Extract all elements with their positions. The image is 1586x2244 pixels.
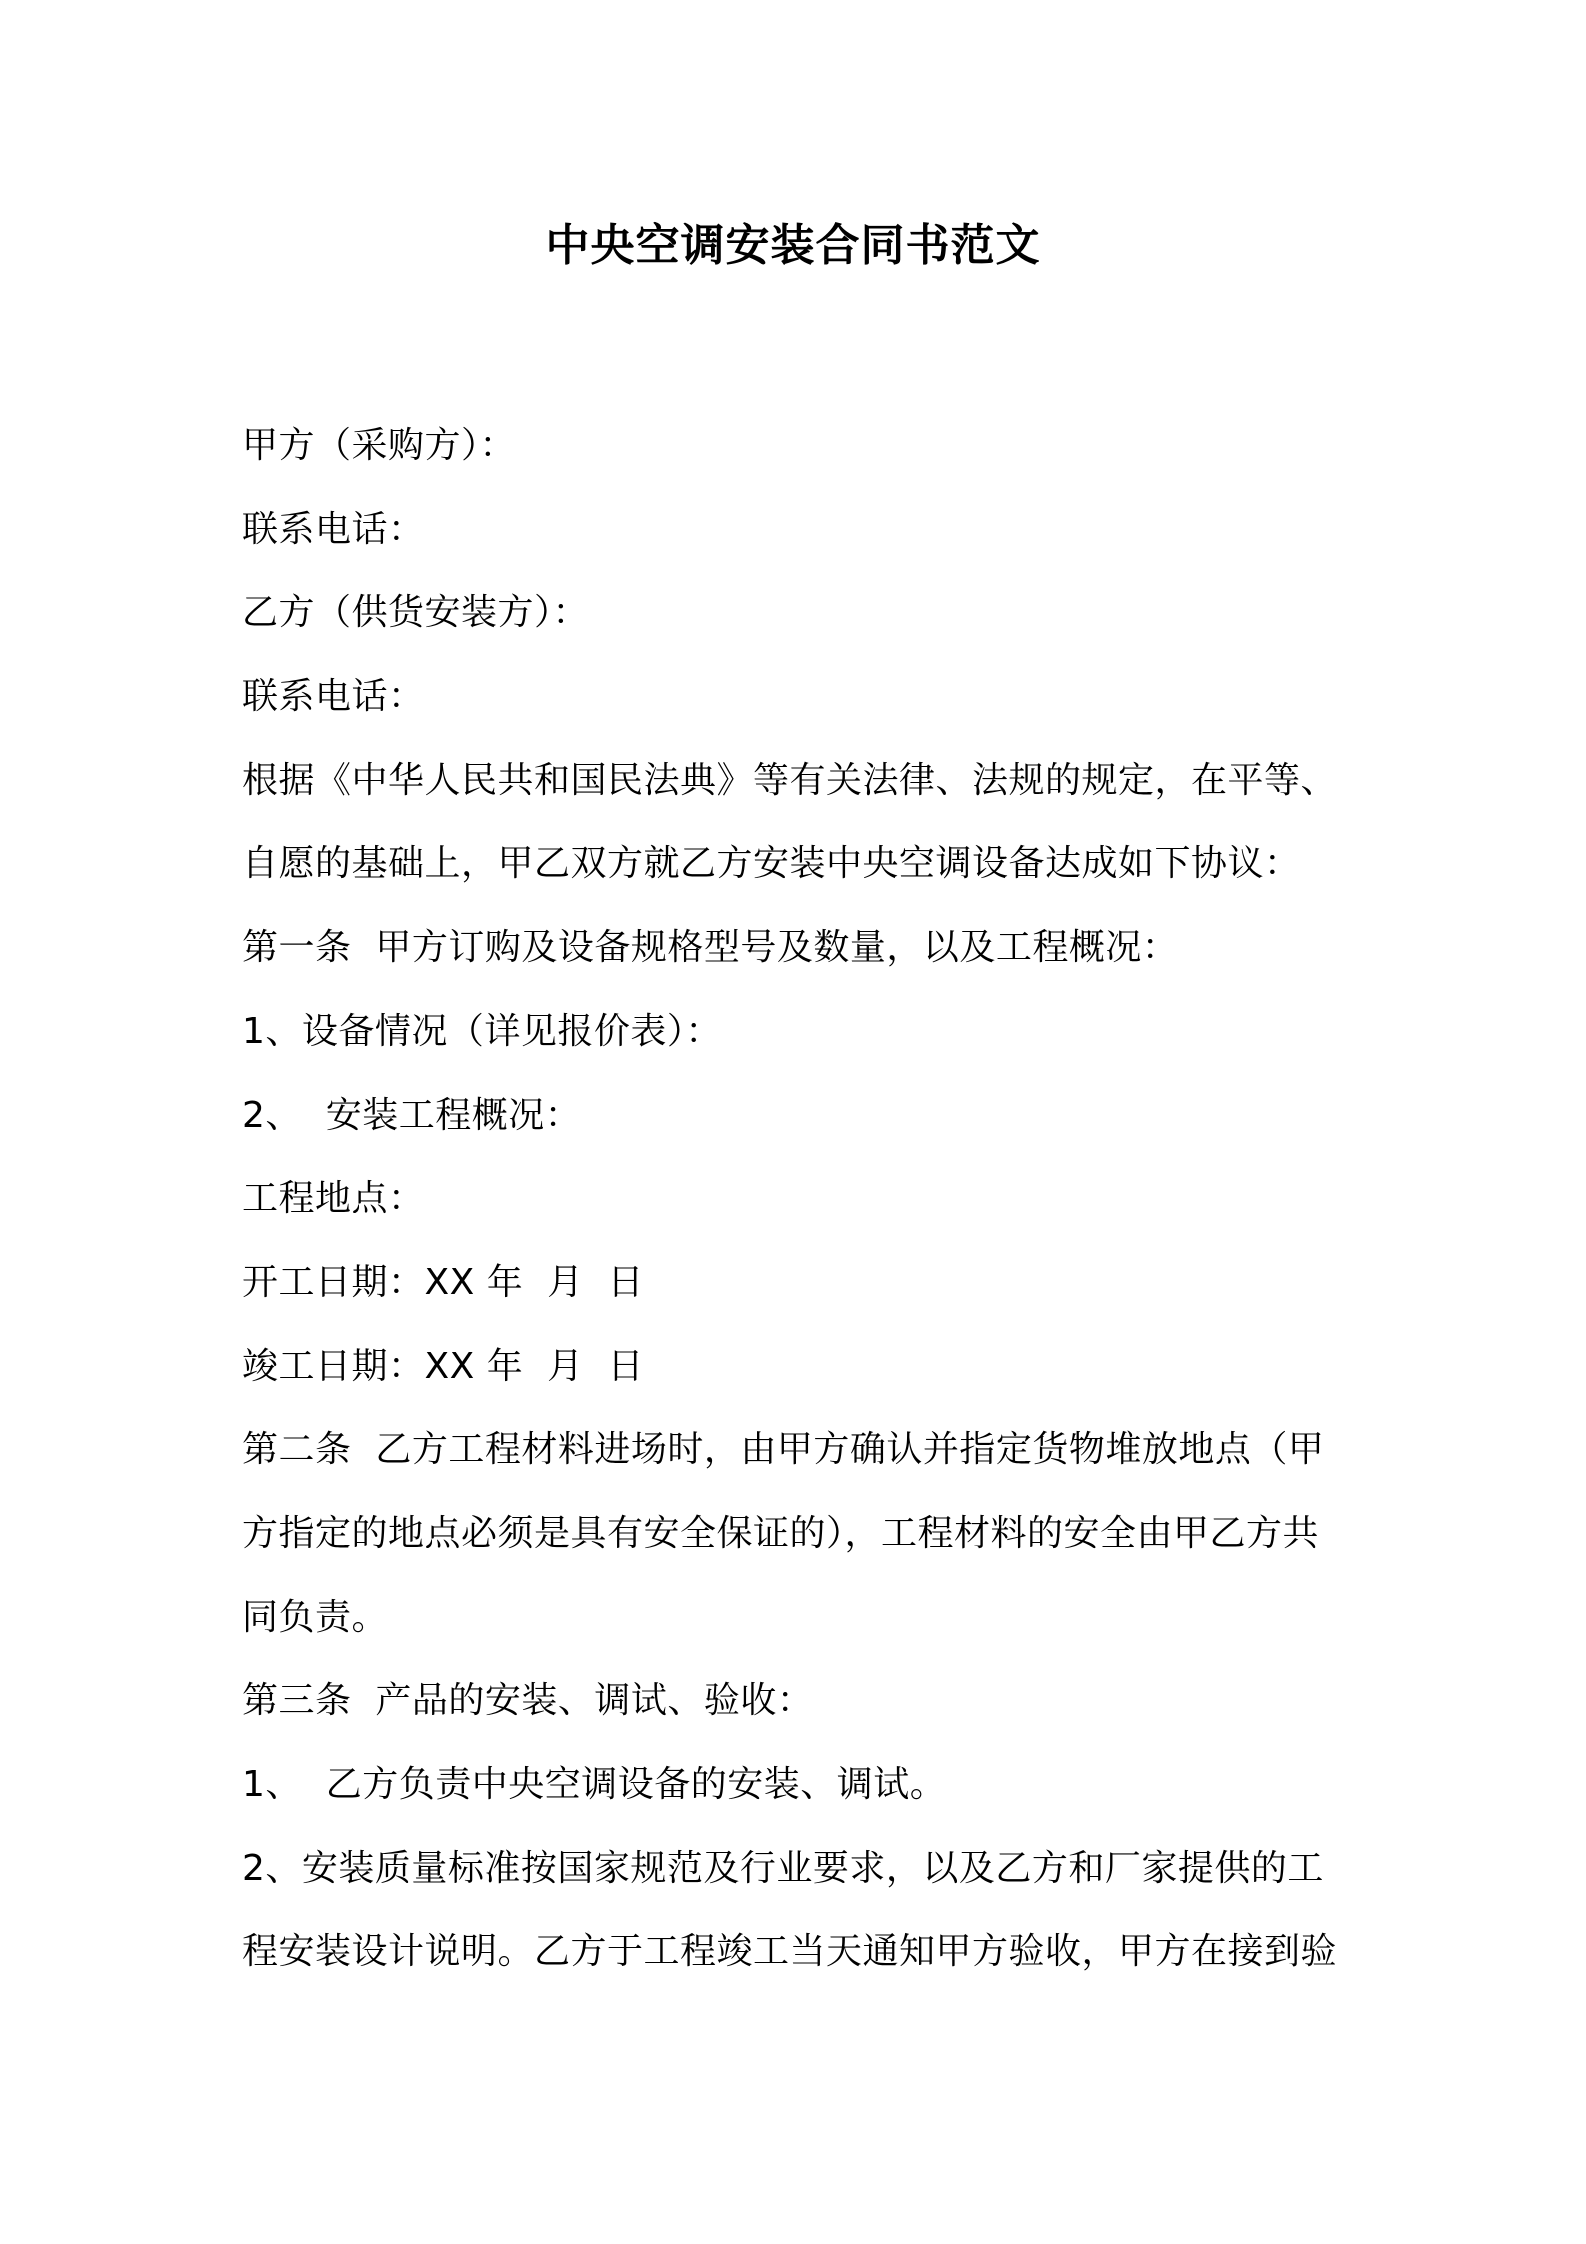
project-location-line: 工程地点： xyxy=(242,1178,425,1220)
preamble-line-2: 自愿的基础上，甲乙双方就乙方安装中央空调设备达成如下协议： xyxy=(242,843,1301,885)
article-3-item-2-line-1: 2、安装质量标准按国家规范及行业要求，以及乙方和厂家提供的工 xyxy=(242,1847,1324,1889)
party-b-phone-line: 联系电话： xyxy=(242,676,425,718)
article-3-item-1: 1、 乙方负责中央空调设备的安装、调试。 xyxy=(242,1764,947,1805)
article-2-line-2: 方指定的地点必须是具有安全保证的），工程材料的安全由甲乙方共 xyxy=(242,1512,1320,1554)
article-1-item-2: 2、 安装工程概况： xyxy=(242,1094,582,1136)
party-b-line: 乙方（供货安装方）： xyxy=(242,592,590,634)
article-2-line-1: 第二条 乙方工程材料进场时，由甲方确认并指定货物堆放地点（甲 xyxy=(242,1429,1325,1471)
start-date-line: 开工日期：XX 年 月 日 xyxy=(242,1261,645,1303)
document-title: 中央空调安装合同书范文 xyxy=(545,220,1041,271)
party-a-phone-line: 联系电话： xyxy=(242,508,425,550)
document-body xyxy=(242,404,1362,1994)
party-a-line: 甲方（采购方）： xyxy=(242,425,517,466)
article-1-heading: 第一条 甲方订购及设备规格型号及数量，以及工程概况： xyxy=(242,927,1179,969)
article-2-line-3: 同负责。 xyxy=(242,1596,389,1638)
article-3-item-2-line-2: 程安装设计说明。乙方于工程竣工当天通知甲方验收，甲方在接到验 xyxy=(242,1931,1338,1973)
completion-date-line: 竣工日期：XX 年 月 日 xyxy=(242,1345,645,1387)
article-3-heading: 第三条 产品的安装、调试、验收： xyxy=(242,1680,814,1722)
article-1-item-1: 1、设备情况（详见报价表）： xyxy=(242,1010,722,1052)
preamble-line-1: 根据《中华人民共和国民法典》等有关法律、法规的规定，在平等、 xyxy=(242,759,1338,801)
